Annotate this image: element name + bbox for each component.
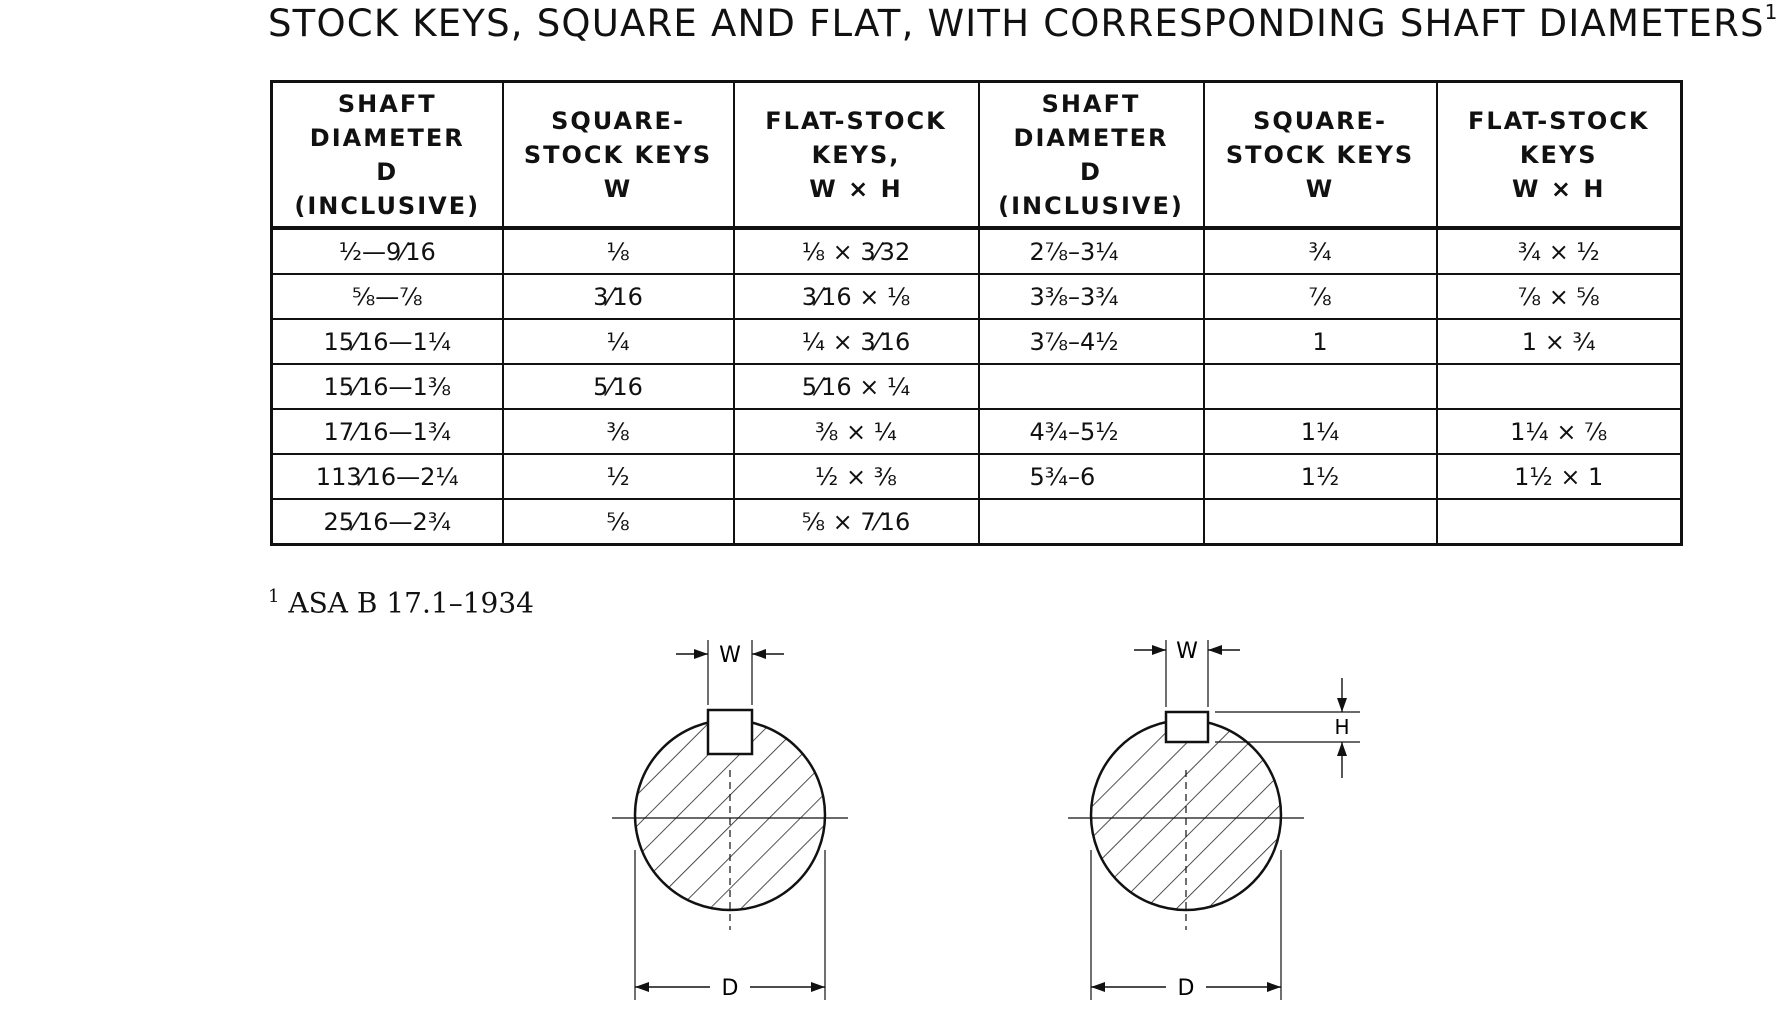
- table-cell: 1: [1204, 319, 1437, 364]
- table-cell: ⅛ × 3⁄32: [734, 228, 979, 274]
- table-cell: ¼ × 3⁄16: [734, 319, 979, 364]
- table-cell: 2⅞–3¼: [979, 228, 1204, 274]
- table-cell: 3⅜–3¾: [979, 274, 1204, 319]
- arrowhead-icon: [635, 982, 649, 992]
- table-cell: ⅝ × 7⁄16: [734, 499, 979, 545]
- table-cell: ⅜: [503, 409, 734, 454]
- table-cell: ¾: [1204, 228, 1437, 274]
- width-label: W: [1176, 639, 1198, 664]
- table-cell: 3⁄16: [503, 274, 734, 319]
- header-square-stock-keys: SQUARE- STOCK KEYS W: [503, 82, 734, 229]
- square-key: [708, 710, 752, 754]
- height-label: H: [1334, 715, 1350, 739]
- header-flat-stock-keys-2: FLAT-STOCK KEYS W × H: [1437, 82, 1682, 229]
- table-cell: ⅜ × ¼: [734, 409, 979, 454]
- table-cell: ¾ × ½: [1437, 228, 1682, 274]
- arrowhead-icon: [694, 649, 708, 659]
- flat-key-figure: [1068, 639, 1360, 1001]
- title-footnote-marker: 1: [1764, 0, 1779, 24]
- page-title-text: STOCK KEYS, SQUARE AND FLAT, WITH CORRESPONDING SHAFT DIAMETERS: [268, 2, 1765, 45]
- table-cell: 1¼: [1204, 409, 1437, 454]
- table-cell: 3⅞–4½: [979, 319, 1204, 364]
- flat-key: [1166, 712, 1208, 742]
- arrowhead-icon: [1337, 698, 1347, 712]
- arrowhead-icon: [1267, 982, 1281, 992]
- table-cell: ⅝—⅞: [272, 274, 503, 319]
- table-cell: 1½: [1204, 454, 1437, 499]
- arrowhead-icon: [811, 982, 825, 992]
- arrowhead-icon: [752, 649, 766, 659]
- table-cell: 15⁄16—1¼: [272, 319, 503, 364]
- table-cell: ⅛: [503, 228, 734, 274]
- table-cell: ½: [503, 454, 734, 499]
- header-shaft-diameter-2: SHAFT DIAMETER D (INCLUSIVE): [979, 82, 1204, 229]
- table-cell: 4¾–5½: [979, 409, 1204, 454]
- table-cell: 1¼ × ⅞: [1437, 409, 1682, 454]
- header-square-stock-keys-2: SQUARE- STOCK KEYS W: [1204, 82, 1437, 229]
- table-cell: ¼: [503, 319, 734, 364]
- table-cell: ½—9⁄16: [272, 228, 503, 274]
- table-cell: ⅞ × ⅝: [1437, 274, 1682, 319]
- table-cell: 15⁄16—1⅜: [272, 364, 503, 409]
- table-cell: 5⁄16: [503, 364, 734, 409]
- header-flat-stock-keys: FLAT-STOCK KEYS, W × H: [734, 82, 979, 229]
- arrowhead-icon: [1152, 645, 1166, 655]
- width-label: W: [719, 643, 741, 668]
- square-key-figure: [612, 640, 848, 1001]
- table-cell: 25⁄16—2¾: [272, 499, 503, 545]
- header-shaft-diameter: SHAFT DIAMETER D (INCLUSIVE): [272, 82, 503, 229]
- footnote-text: ASA B 17.1–1934: [288, 586, 534, 620]
- table-cell: ⅝: [503, 499, 734, 545]
- table-cell: 1 × ¾: [1437, 319, 1682, 364]
- table-cell: 113⁄16—2¼: [272, 454, 503, 499]
- diameter-label: D: [1177, 976, 1195, 1001]
- arrowhead-icon: [1337, 742, 1347, 756]
- table-cell: 17⁄16—1¾: [272, 409, 503, 454]
- diameter-label: D: [721, 976, 739, 1001]
- table-cell: ⅞: [1204, 274, 1437, 319]
- table-cell: 3⁄16 × ⅛: [734, 274, 979, 319]
- table-cell: 5¾–6: [979, 454, 1204, 499]
- table-cell: 5⁄16 × ¼: [734, 364, 979, 409]
- arrowhead-icon: [1091, 982, 1105, 992]
- arrowhead-icon: [1208, 645, 1222, 655]
- table-cell: 1½ × 1: [1437, 454, 1682, 499]
- table-cell: ½ × ⅜: [734, 454, 979, 499]
- footnote-marker: 1: [268, 586, 280, 607]
